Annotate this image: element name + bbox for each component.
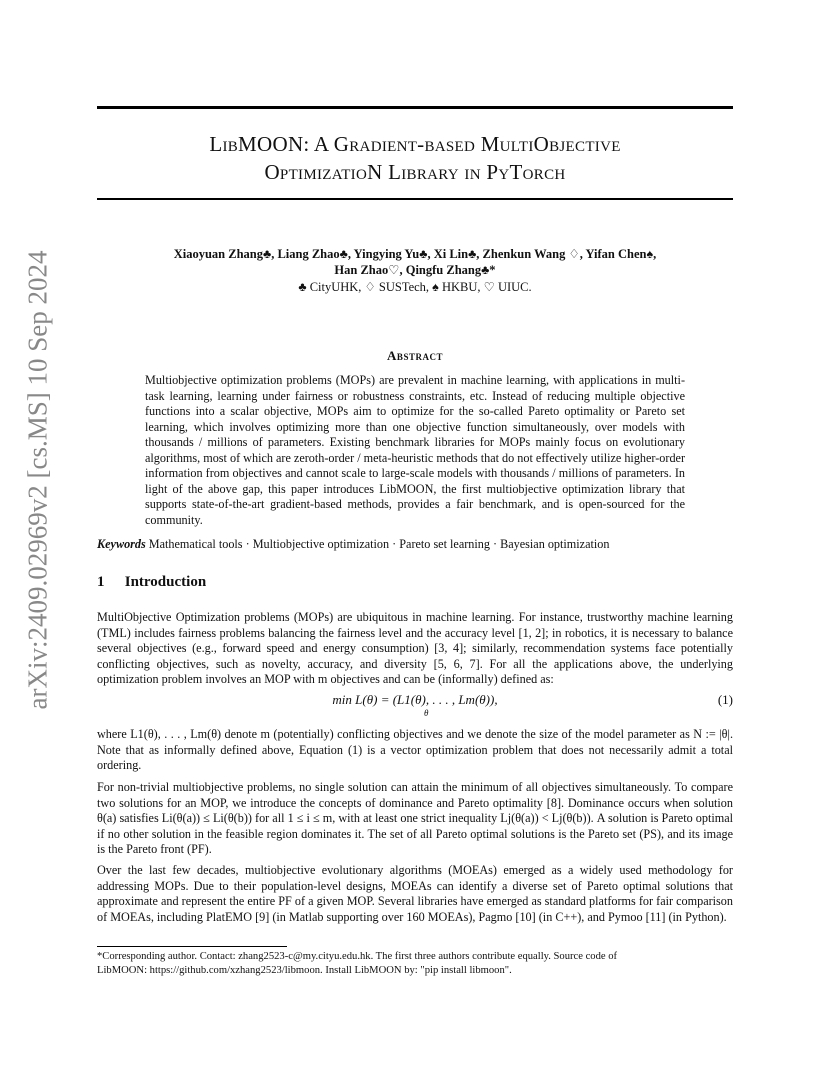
equation-subscript: θ [424,708,429,718]
arxiv-sidebar [0,0,60,1072]
intro-paragraph-1: MultiObjective Optimization problems (MOPs) are ubiquitous in machine learning. For instance, trustworthy machine learning (TML) includes fairness problems balancing the fairness level and the accuracy level [1, 2]; in robotics, it is necessary to balance several objectives (e.g., forward speed and energy consumption) [3, 4]; similarly, recommendation systems face potentially conflicting objectives, such as novelty, accuracy, and diversity [5, 6, 7]. For all the applications above, the underlying optimization problem involves an MOP with m objectives and can be (informally) defined as: [97,610,733,686]
intro-paragraph-2: where L1(θ), . . . , Lm(θ) denote m (potentially) conflicting objectives and we denote the size of the model parameter as N := |θ|. Note that as informally defined above, Equation (1) is a vector optimization problem that does not necessarily admit a total ordering. [97,727,733,772]
footnote-line-2: LibMOON: https://github.com/xzhang2523/libmoon. Install LibMOON by: "pip install libmoon". [97,965,512,976]
author-list [97,246,733,278]
title-line-1: LibMOON: A Gradient-based MultiObjective [209,132,621,156]
keywords-label: Keywords [97,537,146,551]
title-line-2: OptimizatioN Library in PyTorch [264,160,566,184]
paper-title [97,130,733,186]
title-top-rule [97,106,733,109]
intro-paragraph-4: Over the last few decades, multiobjective evolutionary algorithms (MOEAs) emerged as a widely used methodology for addressing MOPs. Due to their population-level designs, MOEAs can identify a diverse set of Pareto optimal solutions that approximate and represent the entire PF of a given MOP. Several libraries have emerged as standard platforms for fair comparison of MOEAs, including PlatEMO [9] (in Matlab supporting over 160 MOEAs), Pagmo [10] (in C++), and Pymoo [11] (in Python). [97,863,733,924]
section-number: 1 [97,574,105,590]
keywords-text: Mathematical tools · Multiobjective optimization · Pareto set learning · Bayesian optimization [148,537,610,551]
equation-1 [97,692,733,722]
affiliations: ♣ CityUHK, ♢ SUSTech, ♠ HKBU, ♡ UIUC. [298,280,532,294]
intro-paragraph-3: For non-trivial multiobjective problems, no single solution can attain the minimum of all objectives simultaneously. To compare two solutions for an MOP, we introduce the concepts of dominance and Pareto optimality [8]. Dominance occurs when solution θ(a) satisfies Li(θ(a)) ≤ Li(θ(b)) for all 1 ≤ i ≤ m, with at least one strict inequality Lj(θ(a)) < Lj(θ(b)). A solution is Pareto optimal if no other solution in the feasible region dominates it. The set of all Pareto optimal solutions is the Pareto set (PS), and its image is the Pareto front (PF). [97,780,733,856]
footnote-rule [97,946,287,947]
authors-line-1: Xiaoyuan Zhang♣, Liang Zhao♣, Yingying Yu♣, Xi Lin♣, Zhenkun Wang ♢, Yifan Chen♠, [173,247,657,261]
abstract-heading: Abstract [387,348,443,363]
title-bottom-rule [97,198,733,200]
section-heading [97,574,206,591]
footnote-line-1: *Corresponding author. Contact: zhang2523-c@my.cityu.edu.hk. The first three authors contribute equally. Source code of [97,951,618,962]
equation-number: (1) [717,692,733,707]
keywords [97,537,733,552]
equation-body: min L(θ) = (L1(θ), . . . , Lm(θ)), [332,692,498,707]
authors-line-2: Han Zhao♡, Qingfu Zhang♣* [334,263,496,277]
abstract-text: Multiobjective optimization problems (MOPs) are prevalent in machine learning, with applications in multi-task learning, learning under fairness or robustness constraints, etc. Instead of reducing multiple objective functions into a scalar objective, MOPs aim to optimize for the so-called Pareto optimality or Pareto set learning, which involves optimizing more than one objective function simultaneously, over models with thousands / millions of parameters. Existing benchmark libraries for MOPs mainly focus on evolutionary algorithms, most of which are zeroth-order / meta-heuristic methods that do not effectively utilize higher-order information from objectives and cannot scale to large-scale models with thousands / millions of parameters. In light of the above gap, this paper introduces LibMOON, the first multiobjective optimization library that supports state-of-the-art gradient-based methods, provides a fair benchmark, and is open-sourced for the community. [145,373,686,527]
arxiv-identifier: arXiv:2409.02969v2 [cs.MS] 10 Sep 2024 [22,250,53,710]
footnote [97,950,733,978]
section-title: Introduction [124,574,207,590]
